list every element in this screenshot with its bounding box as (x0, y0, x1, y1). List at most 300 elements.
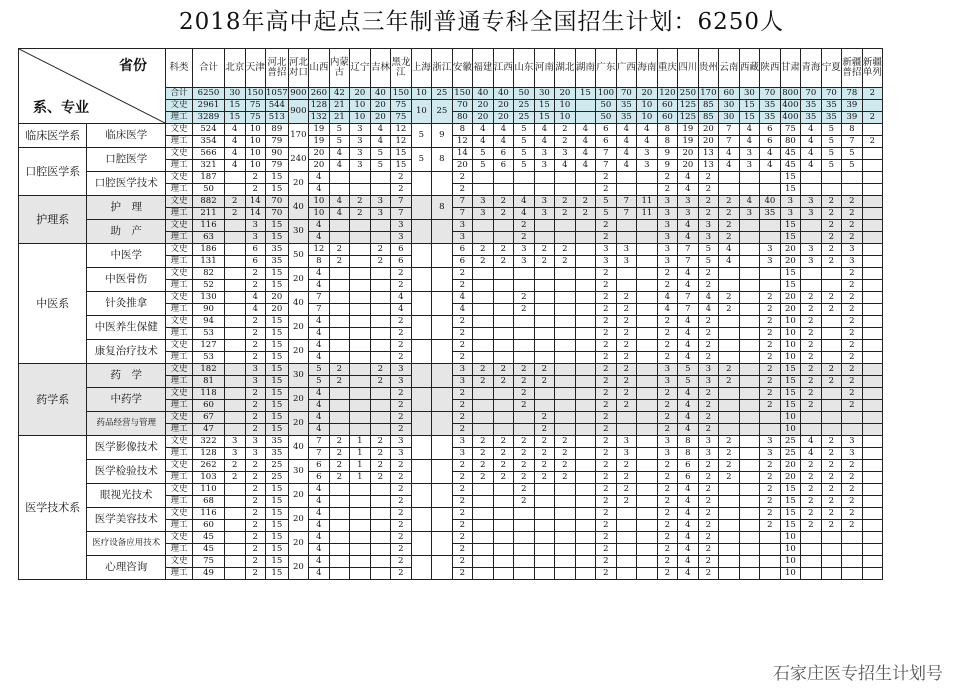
quota-cell: 2 (760, 316, 781, 328)
quota-cell: 4 (391, 304, 412, 316)
quota-cell: 4 (309, 556, 330, 568)
quota-cell (862, 412, 883, 424)
row-total-cell: 130 (193, 292, 225, 304)
quota-cell: 20 (780, 292, 801, 304)
merged-quota-cell: 20 (288, 388, 309, 412)
quota-cell (473, 508, 494, 520)
category-cell: 文史 (166, 148, 193, 160)
quota-cell: 2 (698, 172, 719, 184)
quota-cell: 2 (801, 460, 822, 472)
quota-cell: 4 (801, 448, 822, 460)
category-cell: 文史 (166, 412, 193, 424)
quota-cell (821, 316, 842, 328)
quota-cell: 4 (309, 532, 330, 544)
quota-cell: 4 (575, 148, 596, 160)
quota-cell (862, 352, 883, 364)
quota-cell: 6 (596, 124, 617, 136)
quota-cell: 2 (596, 568, 617, 580)
quota-cell: 2 (452, 280, 473, 292)
column-header-province: 贵州 (698, 49, 719, 88)
quota-cell (329, 352, 350, 364)
quota-cell: 7 (719, 124, 740, 136)
quota-cell (329, 520, 350, 532)
quota-cell: 3 (698, 232, 719, 244)
quota-cell: 35 (266, 256, 289, 268)
quota-cell (739, 304, 760, 316)
summary-value (862, 100, 883, 112)
quota-cell (329, 412, 350, 424)
summary-value: 75 (391, 100, 412, 112)
quota-cell: 12 (391, 136, 412, 148)
quota-cell (473, 328, 494, 340)
quota-cell (637, 256, 658, 268)
quota-cell: 10 (780, 544, 801, 556)
category-cell: 理工 (166, 208, 193, 220)
merged-quota-cell (432, 556, 453, 580)
quota-cell: 3 (698, 376, 719, 388)
row-total-cell: 90 (193, 304, 225, 316)
quota-cell: 3 (514, 244, 535, 256)
merged-quota-cell (411, 508, 432, 532)
quota-cell: 7 (678, 256, 699, 268)
quota-cell (760, 232, 781, 244)
merged-quota-cell (432, 388, 453, 412)
quota-cell: 35 (760, 208, 781, 220)
quota-cell (575, 568, 596, 580)
quota-cell: 7 (678, 244, 699, 256)
quota-cell: 4 (452, 304, 473, 316)
quota-cell: 15 (266, 172, 289, 184)
quota-cell (739, 484, 760, 496)
quota-cell: 7 (391, 196, 412, 208)
quota-cell: 3 (350, 124, 371, 136)
quota-cell (555, 556, 576, 568)
quota-cell: 2 (534, 460, 555, 472)
merged-quota-cell: 40 (288, 292, 309, 316)
quota-cell: 15 (391, 160, 412, 172)
quota-cell (370, 400, 391, 412)
quota-cell: 3 (452, 448, 473, 460)
quota-cell (575, 376, 596, 388)
quota-cell (760, 568, 781, 580)
merged-quota-cell: 8 (432, 148, 453, 172)
quota-cell (534, 184, 555, 196)
quota-cell (514, 280, 535, 292)
quota-cell: 2 (370, 472, 391, 484)
quota-cell: 2 (391, 496, 412, 508)
category-cell: 理工 (166, 568, 193, 580)
category-cell: 文史 (166, 292, 193, 304)
quota-cell (719, 172, 740, 184)
quota-cell: 2 (329, 256, 350, 268)
quota-cell (225, 172, 246, 184)
quota-cell: 2 (493, 460, 514, 472)
summary-value: 100 (596, 88, 617, 100)
quota-cell (370, 556, 391, 568)
quota-cell (739, 544, 760, 556)
quota-cell: 4 (309, 484, 330, 496)
table-row (19, 292, 883, 304)
summary-value: 120 (657, 88, 678, 100)
quota-cell: 2 (657, 328, 678, 340)
quota-cell: 15 (266, 352, 289, 364)
quota-cell: 2 (555, 472, 576, 484)
quota-cell (473, 340, 494, 352)
row-total-cell: 75 (193, 556, 225, 568)
quota-cell (493, 220, 514, 232)
quota-cell: 4 (657, 292, 678, 304)
quota-cell: 2 (698, 196, 719, 208)
quota-cell: 13 (698, 160, 719, 172)
category-cell: 理工 (166, 136, 193, 148)
summary-value: 39 (842, 112, 863, 124)
table-row (19, 124, 883, 136)
column-header-province: 陕西 (760, 49, 781, 88)
quota-cell (637, 568, 658, 580)
quota-cell: 3 (780, 208, 801, 220)
quota-cell: 2 (473, 472, 494, 484)
quota-cell (370, 328, 391, 340)
quota-cell: 10 (780, 556, 801, 568)
quota-cell (514, 568, 535, 580)
enrollment-plan-table (18, 48, 883, 580)
quota-cell (739, 460, 760, 472)
quota-cell (555, 484, 576, 496)
category-cell: 文史 (166, 532, 193, 544)
quota-cell: 8 (452, 124, 473, 136)
quota-cell: 4 (678, 532, 699, 544)
quota-cell: 2 (760, 376, 781, 388)
quota-cell (493, 232, 514, 244)
quota-cell: 2 (698, 532, 719, 544)
quota-cell (473, 400, 494, 412)
quota-cell: 3 (698, 220, 719, 232)
quota-cell: 3 (842, 436, 863, 448)
quota-cell: 3 (514, 256, 535, 268)
merged-quota-cell (411, 532, 432, 556)
quota-cell (473, 292, 494, 304)
quota-cell: 2 (514, 496, 535, 508)
quota-cell: 2 (842, 376, 863, 388)
row-total-cell: 63 (193, 232, 225, 244)
quota-cell: 4 (678, 328, 699, 340)
quota-cell: 4 (678, 268, 699, 280)
quota-cell: 5 (329, 136, 350, 148)
column-header-province: 辽宁 (350, 49, 371, 88)
quota-cell (555, 496, 576, 508)
quota-cell: 2 (493, 196, 514, 208)
merged-quota-cell (432, 508, 453, 532)
quota-cell: 15 (266, 388, 289, 400)
quota-cell: 2 (842, 508, 863, 520)
quota-cell: 2 (801, 400, 822, 412)
table-row (19, 220, 883, 232)
quota-cell (225, 544, 246, 556)
quota-cell: 2 (719, 292, 740, 304)
quota-cell (534, 556, 555, 568)
merged-quota-cell (411, 364, 432, 388)
quota-cell (575, 472, 596, 484)
quota-cell: 4 (678, 232, 699, 244)
quota-cell (555, 376, 576, 388)
quota-cell: 8 (678, 448, 699, 460)
quota-cell: 3 (657, 196, 678, 208)
merged-quota-cell: 20 (288, 412, 309, 436)
quota-cell (555, 292, 576, 304)
category-cell: 理工 (166, 352, 193, 364)
quota-cell (225, 328, 246, 340)
quota-cell: 2 (821, 520, 842, 532)
quota-cell: 2 (801, 364, 822, 376)
quota-cell (616, 232, 637, 244)
quota-cell: 2 (862, 136, 883, 148)
quota-cell (862, 208, 883, 220)
quota-cell: 3 (842, 256, 863, 268)
quota-cell: 4 (678, 508, 699, 520)
quota-cell (370, 316, 391, 328)
quota-cell (575, 460, 596, 472)
merged-quota-cell (411, 292, 432, 316)
quota-cell (534, 544, 555, 556)
row-total-cell: 53 (193, 352, 225, 364)
quota-cell (862, 160, 883, 172)
quota-cell (862, 124, 883, 136)
quota-cell: 2 (801, 484, 822, 496)
quota-cell: 6 (391, 244, 412, 256)
quota-cell (575, 556, 596, 568)
quota-cell (637, 544, 658, 556)
quota-cell: 2 (821, 472, 842, 484)
quota-cell (739, 292, 760, 304)
quota-cell (493, 172, 514, 184)
table-row (19, 388, 883, 400)
quota-cell (801, 220, 822, 232)
quota-cell: 4 (760, 148, 781, 160)
quota-cell: 2 (370, 436, 391, 448)
quota-cell: 2 (616, 376, 637, 388)
quota-cell (862, 232, 883, 244)
quota-cell: 2 (596, 508, 617, 520)
quota-cell: 3 (842, 244, 863, 256)
quota-cell: 15 (266, 496, 289, 508)
quota-cell: 2 (493, 208, 514, 220)
quota-cell: 3 (657, 244, 678, 256)
quota-cell: 8 (842, 124, 863, 136)
quota-cell (370, 292, 391, 304)
quota-cell: 2 (821, 508, 842, 520)
quota-cell: 2 (370, 244, 391, 256)
major-name: 医学美容技术 (87, 508, 166, 532)
quota-cell (637, 328, 658, 340)
quota-cell: 7 (309, 304, 330, 316)
summary-value: 50 (596, 100, 617, 112)
quota-cell: 4 (678, 520, 699, 532)
quota-cell: 3 (225, 448, 246, 460)
quota-cell: 8 (657, 124, 678, 136)
quota-cell (534, 172, 555, 184)
quota-cell: 1 (350, 460, 371, 472)
quota-cell (862, 316, 883, 328)
quota-cell: 2 (719, 220, 740, 232)
quota-cell (862, 532, 883, 544)
quota-cell (719, 388, 740, 400)
quota-cell: 2 (493, 472, 514, 484)
merged-quota-cell: 30 (288, 460, 309, 484)
quota-cell (370, 424, 391, 436)
quota-cell (493, 532, 514, 544)
quota-cell (493, 388, 514, 400)
quota-cell: 2 (821, 244, 842, 256)
quota-cell: 4 (309, 544, 330, 556)
quota-cell (329, 280, 350, 292)
row-total-cell: 52 (193, 280, 225, 292)
quota-cell: 2 (616, 352, 637, 364)
summary-value: 39 (842, 100, 863, 112)
quota-cell: 5 (473, 160, 494, 172)
quota-cell (719, 352, 740, 364)
summary-value: 2 (862, 88, 883, 100)
merged-quota-cell: 170 (288, 124, 309, 148)
quota-cell: 2 (657, 172, 678, 184)
quota-cell: 5 (309, 364, 330, 376)
quota-cell: 13 (698, 148, 719, 160)
quota-cell: 2 (842, 484, 863, 496)
table-row (19, 316, 883, 328)
quota-cell: 5 (514, 124, 535, 136)
quota-cell (534, 352, 555, 364)
quota-cell: 2 (452, 328, 473, 340)
quota-cell: 2 (245, 184, 266, 196)
quota-cell: 2 (596, 496, 617, 508)
summary-value: 20 (493, 100, 514, 112)
quota-cell (862, 292, 883, 304)
summary-value: 800 (780, 88, 801, 100)
quota-cell: 3 (780, 196, 801, 208)
quota-cell (370, 520, 391, 532)
column-header-province: 河北对口 (288, 49, 309, 88)
summary-value: 150 (452, 88, 473, 100)
merged-quota-cell (411, 388, 432, 412)
major-name: 医疗设备应用技术 (87, 532, 166, 556)
summary-total: 2961 (193, 100, 225, 112)
quota-cell: 3 (534, 160, 555, 172)
quota-cell: 2 (329, 376, 350, 388)
quota-cell: 15 (266, 556, 289, 568)
quota-cell: 2 (596, 544, 617, 556)
quota-cell (493, 556, 514, 568)
quota-cell (575, 184, 596, 196)
quota-cell (862, 424, 883, 436)
quota-cell: 4 (309, 520, 330, 532)
quota-cell: 15 (780, 484, 801, 496)
quota-cell: 15 (780, 520, 801, 532)
category-cell: 理工 (166, 232, 193, 244)
quota-cell: 2 (698, 472, 719, 484)
quota-cell: 2 (245, 328, 266, 340)
quota-cell: 1 (350, 472, 371, 484)
quota-cell (329, 184, 350, 196)
quota-cell (616, 412, 637, 424)
column-header-province: 安徽 (452, 49, 473, 88)
quota-cell: 2 (657, 460, 678, 472)
merged-quota-cell (411, 412, 432, 436)
quota-cell: 4 (678, 172, 699, 184)
quota-cell (534, 388, 555, 400)
quota-cell: 10 (309, 208, 330, 220)
column-header-province: 河南 (534, 49, 555, 88)
column-header-province: 甘肃 (780, 49, 801, 88)
quota-cell (862, 280, 883, 292)
quota-cell (555, 544, 576, 556)
quota-cell (637, 304, 658, 316)
quota-cell: 3 (616, 448, 637, 460)
quota-cell: 11 (637, 208, 658, 220)
quota-cell: 2 (514, 388, 535, 400)
summary-value: 35 (760, 112, 781, 124)
row-total-cell: 524 (193, 124, 225, 136)
summary-merged-value: 900 (288, 100, 309, 124)
quota-cell (719, 400, 740, 412)
quota-cell: 15 (266, 316, 289, 328)
quota-cell (225, 364, 246, 376)
quota-cell (329, 328, 350, 340)
quota-cell: 5 (596, 208, 617, 220)
merged-quota-cell: 20 (288, 340, 309, 364)
quota-cell: 2 (719, 436, 740, 448)
quota-cell: 4 (309, 424, 330, 436)
quota-cell (473, 352, 494, 364)
summary-value: 20 (370, 112, 391, 124)
merged-quota-cell: 20 (288, 484, 309, 508)
merged-quota-cell: 240 (288, 148, 309, 172)
quota-cell: 2 (616, 304, 637, 316)
major-name: 针灸推拿 (87, 292, 166, 316)
major-name: 助 产 (87, 220, 166, 244)
quota-cell: 10 (780, 340, 801, 352)
summary-value: 35 (616, 112, 637, 124)
quota-cell (637, 484, 658, 496)
quota-cell (739, 424, 760, 436)
quota-cell: 2 (245, 496, 266, 508)
quota-cell: 3 (245, 364, 266, 376)
quota-cell: 2 (534, 436, 555, 448)
quota-cell: 6 (452, 256, 473, 268)
table-row (19, 484, 883, 496)
quota-cell (801, 412, 822, 424)
quota-cell: 10 (245, 148, 266, 160)
summary-value: 35 (821, 100, 842, 112)
quota-cell: 2 (657, 544, 678, 556)
quota-cell: 19 (309, 136, 330, 148)
quota-cell (555, 532, 576, 544)
summary-value: 900 (288, 88, 309, 100)
quota-cell: 4 (370, 124, 391, 136)
table-row (19, 364, 883, 376)
merged-quota-cell: 8 (432, 196, 453, 220)
quota-cell (225, 232, 246, 244)
quota-cell: 5 (309, 376, 330, 388)
quota-cell (473, 520, 494, 532)
summary-value: 40 (493, 88, 514, 100)
category-cell: 文史 (166, 316, 193, 328)
row-total-cell: 127 (193, 340, 225, 352)
quota-cell: 2 (657, 508, 678, 520)
quota-cell: 2 (245, 316, 266, 328)
merged-quota-cell: 5 (411, 124, 432, 148)
quota-cell: 2 (245, 400, 266, 412)
quota-cell (821, 556, 842, 568)
quota-cell (862, 568, 883, 580)
